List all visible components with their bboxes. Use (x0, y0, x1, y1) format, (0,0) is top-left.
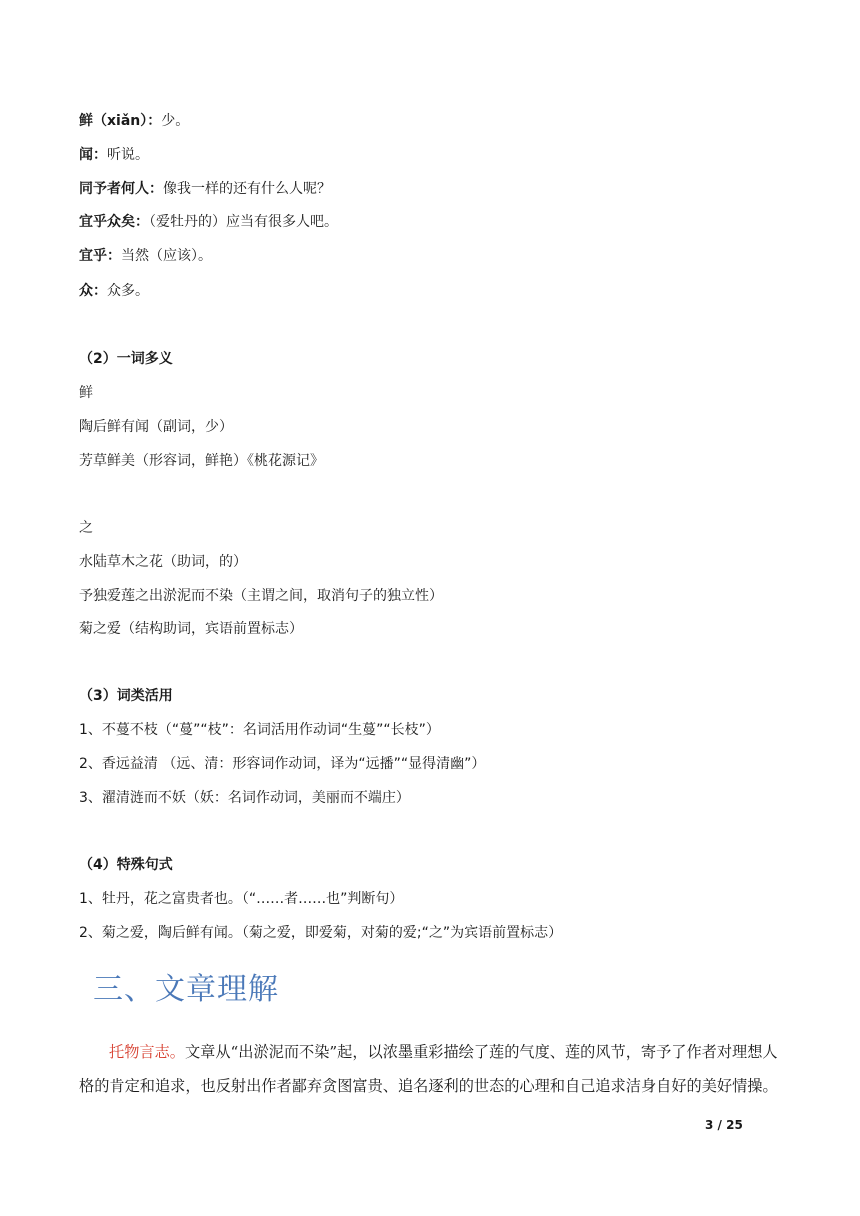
definition-text: 听说。 (107, 147, 149, 163)
definition-line (79, 282, 149, 300)
definition-term: 鲜（xiǎn）： (79, 113, 162, 129)
paragraph-body: 文章从“出淤泥而不染”起，以浓墨重彩描绘了莲的气度、莲的风节，寄予了作者对理想人格的肯定和追求，也反射出作者鄙弃贪图富贵、追名逐利的世态的心理和自己追求洁身自好的美好情操。 (79, 1043, 778, 1095)
definition-line (79, 247, 212, 265)
polysemy-example: 水陆草木之花（助词，的） (79, 554, 247, 570)
polysemy-example: 陶后鲜有闻（副词，少） (79, 419, 233, 435)
definition-term: 同予者何人： (79, 181, 163, 197)
analysis-paragraph (79, 1035, 781, 1103)
conversion-item: 1、不蔓不枝（“蔓”“枝”：名词活用作动词“生蔓”“长枝”） (79, 722, 440, 738)
section-title: 三、文章理解 (93, 972, 279, 1007)
definition-text: 少。 (161, 113, 190, 129)
special-heading: （4）特殊句式 (79, 857, 173, 873)
definition-text: 当然（应该）。 (121, 248, 212, 264)
definition-term: 众： (79, 283, 107, 299)
definition-term: 宜乎众矣： (79, 214, 149, 230)
page-number: 3 / 25 (705, 1118, 743, 1132)
polysemy-example: 菊之爱（结构助词，宾语前置标志） (79, 621, 303, 637)
conversion-heading: （3）词类活用 (79, 688, 173, 704)
definition-line (79, 213, 338, 231)
special-item: 1、牡丹，花之富贵者也。（“……者……也”判断句） (79, 891, 404, 907)
definition-line (79, 146, 149, 164)
definition-line (79, 180, 331, 198)
definition-text: （爱牡丹的）应当有很多人吧。 (149, 214, 338, 230)
polysemy-example: 予独爱莲之出淤泥而不染（主谓之间，取消句子的独立性） (79, 588, 443, 604)
definition-term: 宜乎： (79, 248, 121, 264)
definition-line (79, 112, 189, 130)
definition-text: 像我一样的还有什么人呢？ (163, 181, 331, 197)
conversion-item: 3、濯清涟而不妖（妖：名词作动词，美丽而不端庄） (79, 790, 410, 806)
polysemy-word: 之 (79, 520, 93, 536)
polysemy-word: 鲜 (79, 385, 93, 401)
paragraph-lead: 托物言志。 (109, 1043, 185, 1061)
definition-text: 众多。 (107, 283, 149, 299)
conversion-item: 2、香远益清 （远、清：形容词作动词，译为“远播”“显得清幽”） (79, 756, 486, 772)
special-item: 2、菊之爱，陶后鲜有闻。（菊之爱，即爱菊，对菊的爱;“之”为宾语前置标志） (79, 925, 563, 941)
polysemy-heading: （2）一词多义 (79, 351, 173, 367)
polysemy-example: 芳草鲜美（形容词，鲜艳）《桃花源记》 (79, 453, 324, 469)
definition-term: 闻： (79, 147, 107, 163)
